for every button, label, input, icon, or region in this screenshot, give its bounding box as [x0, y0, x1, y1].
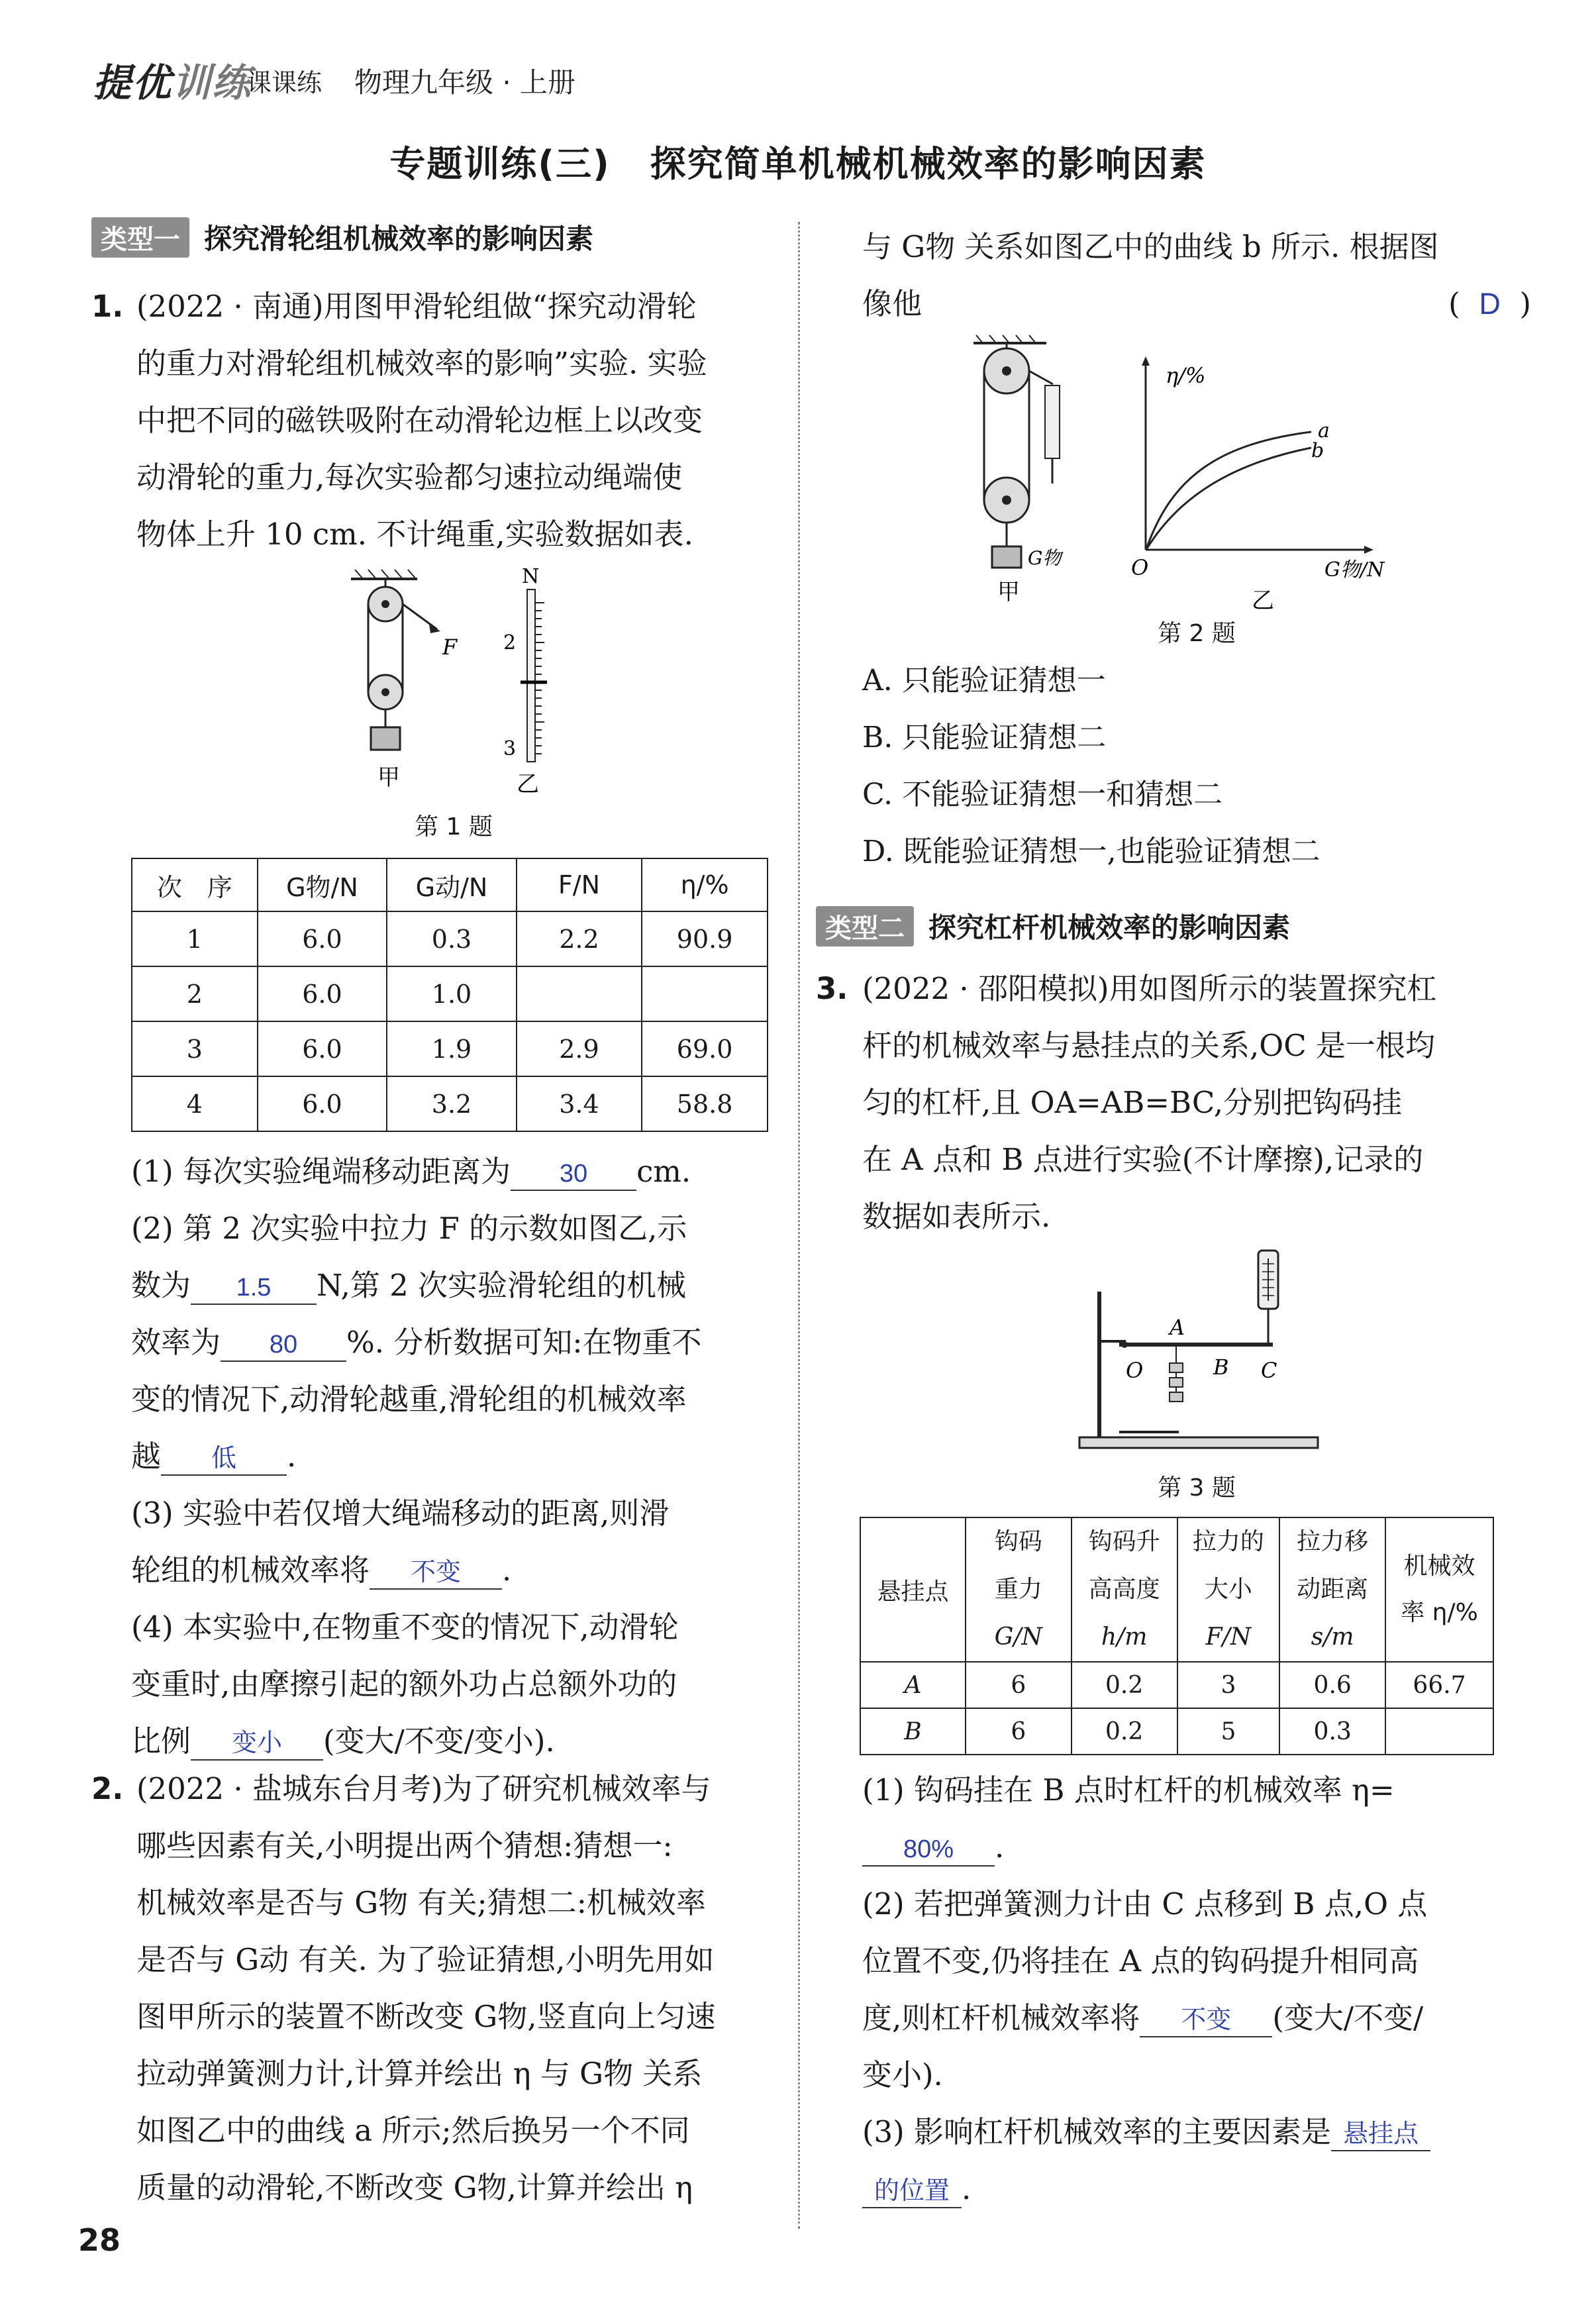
spring-scale: [1045, 385, 1060, 458]
q1-p2-text: (2) 第 2 次实验中拉力 F 的示数如图乙,示: [131, 1211, 687, 1246]
q3-td: 5: [1177, 1708, 1280, 1755]
curve-a: [1147, 432, 1311, 547]
type1-tag: 类型一: [91, 217, 189, 258]
q3-td: B: [860, 1708, 966, 1755]
q1-line: 动滑轮的重力,每次实验都匀速拉动绳端使: [136, 460, 683, 495]
q1-figure: [331, 563, 583, 808]
q2-cont-line: 像他: [862, 286, 923, 321]
label-yi: 乙: [517, 771, 539, 797]
hook-weight: [1170, 1378, 1183, 1387]
curve-a-label: a: [1318, 419, 1330, 442]
q3-p2-text: 变小).: [862, 2057, 943, 2092]
answer-blank: 30: [511, 1158, 636, 1191]
q3-p1-text: .: [995, 1829, 1005, 1865]
q1-line: (2022 · 南通)用图甲滑轮组做“探究动滑轮: [136, 289, 697, 324]
force-label: F: [442, 635, 458, 660]
curve-b-label: b: [1311, 439, 1324, 462]
q3-line: 数据如表所示.: [862, 1199, 1051, 1234]
q1-td: 6.0: [258, 911, 387, 966]
table-row: [132, 1021, 768, 1076]
q3-p2-text: 度,则杠杆机械效率将: [862, 2000, 1140, 2035]
type1-label: 探究滑轮组机械效率的影响因素: [204, 223, 594, 255]
q1-td: 4: [132, 1076, 258, 1131]
q1-td: 2.9: [517, 1021, 642, 1076]
series-name: 课课练: [246, 68, 323, 97]
q2-line: (2022 · 盐城东台月考)为了研究机械效率与: [136, 1771, 711, 1806]
option-b: B. 只能验证猜想二: [862, 721, 1107, 754]
q1-table: [131, 858, 768, 1132]
q3-line: 杆的机械效率与悬挂点的关系,OC 是一根均: [862, 1028, 1435, 1063]
q1-p3-text: .: [502, 1553, 512, 1588]
th-line: 大小: [1204, 1576, 1252, 1603]
q3-figure: [1066, 1245, 1331, 1464]
q2-caption: 第 2 题: [1158, 620, 1236, 647]
q1-p2-text: 数为: [131, 1268, 191, 1303]
paren-open: (: [1448, 286, 1460, 321]
q1-td: 6.0: [258, 1076, 387, 1131]
th-line: 率 η/%: [1401, 1599, 1478, 1626]
q1-p3-text: 轮组的机械效率将: [131, 1553, 370, 1588]
answer-blank: 的位置: [862, 2175, 962, 2208]
th-line: 机械效: [1403, 1553, 1475, 1580]
q2-line: 质量的动滑轮,不断改变 G物,计算并绘出 η: [136, 2170, 693, 2205]
q1-number: 1.: [91, 289, 124, 324]
q1-p2-text: N,第 2 次实验滑轮组的机械: [317, 1268, 687, 1303]
th-line: 拉力的: [1192, 1528, 1264, 1555]
q1-td: 3: [132, 1021, 258, 1076]
q2-continued: [862, 219, 1531, 333]
q1-p2-text: 效率为: [131, 1325, 221, 1360]
label-jia: 甲: [997, 579, 1020, 605]
th-line: 高高度: [1088, 1576, 1160, 1603]
th-unit: G/N: [994, 1623, 1043, 1651]
spring-scale: [527, 589, 535, 762]
title-topic: 探究简单机械机械效率的影响因素: [650, 143, 1207, 185]
q1-line: 的重力对滑轮组机械效率的影响”实验. 实验: [136, 346, 707, 381]
tick-2: 2: [503, 631, 517, 654]
q2-cont-line: 与 G物 关系如图乙中的曲线 b 所示. 根据图: [862, 229, 1439, 264]
q1-stem: [91, 278, 780, 563]
table-row: [132, 911, 768, 966]
q3-td: 0.3: [1279, 1708, 1385, 1755]
q3-p2-text: (变大/不变/: [1272, 2000, 1424, 2035]
q3-p2-text: (2) 若把弹簧测力计由 C 点移到 B 点,O 点: [862, 1886, 1428, 1921]
q3-td: 0.6: [1279, 1662, 1385, 1708]
type2-heading: [816, 906, 1290, 947]
q1-th: 次 序: [132, 858, 258, 911]
q1-subquestions: [131, 1143, 780, 1770]
q1-p2-text: 越: [131, 1439, 162, 1474]
q1-p1-text: (1) 每次实验绳端移动距离为: [131, 1154, 511, 1189]
origin-label: O: [1131, 555, 1149, 580]
q3-td: 6: [966, 1708, 1072, 1755]
q3-caption: 第 3 题: [1158, 1474, 1236, 1502]
q3-td: [1385, 1708, 1493, 1755]
q1-td: 69.0: [642, 1021, 768, 1076]
th-unit: h/m: [1101, 1623, 1148, 1651]
q1-p4-text: 比例: [131, 1723, 191, 1759]
th-unit: F/N: [1205, 1623, 1252, 1651]
q1-td: 1.0: [387, 966, 517, 1021]
point-a: A: [1170, 1315, 1185, 1340]
q1-td: 2.2: [517, 911, 642, 966]
x-axis-label: G物/N: [1324, 558, 1385, 582]
q3-td: 66.7: [1385, 1662, 1493, 1708]
th-line: 钩码: [994, 1528, 1042, 1555]
answer-blank: 80%: [862, 1833, 995, 1867]
th-line: 钩码升: [1088, 1528, 1160, 1555]
paren-close: ): [1519, 286, 1531, 321]
q3-number: 3.: [816, 971, 848, 1006]
q1-line: 中把不同的磁铁吸附在动滑轮边框上以改变: [136, 403, 703, 438]
q1-td: 3.4: [517, 1076, 642, 1131]
answer-blank: 不变: [1140, 2004, 1272, 2037]
q3-table: [860, 1517, 1494, 1755]
title-section: 专题训练(三): [389, 143, 611, 185]
th-line: 拉力移: [1297, 1528, 1369, 1555]
q1-p4-text: 变重时,由摩擦引起的额外功占总额外功的: [131, 1666, 677, 1702]
scale-unit: N: [522, 565, 540, 588]
th-unit: s/m: [1311, 1623, 1354, 1651]
q1-td: 6.0: [258, 1021, 387, 1076]
y-axis-label: η/%: [1166, 363, 1206, 388]
q1-td: 0.3: [387, 911, 517, 966]
q3-line: 在 A 点和 B 点进行实验(不计摩擦),记录的: [862, 1142, 1424, 1177]
q1-p2-text: .: [287, 1439, 297, 1474]
option-c: C. 不能验证猜想一和猜想二: [862, 778, 1223, 811]
q1-th: η/%: [642, 858, 768, 911]
answer-blank: 80: [221, 1329, 346, 1362]
hook-weight: [1170, 1363, 1183, 1372]
q3-p3-text: (3) 影响杠杆机械效率的主要因素是: [862, 2114, 1332, 2149]
q3-th: [966, 1517, 1072, 1662]
weight-block: [992, 546, 1021, 568]
answer-blank: 变小: [191, 1727, 323, 1761]
q3-td: 0.2: [1072, 1708, 1177, 1755]
q1-th: F/N: [517, 858, 642, 911]
q2-line: 如图乙中的曲线 a 所示;然后换另一个不同: [136, 2113, 690, 2148]
q1-td: 3.2: [387, 1076, 517, 1131]
tick-3: 3: [503, 737, 517, 760]
q2-line: 是否与 G动 有关. 为了验证猜想,小明先用如: [136, 1942, 715, 1977]
q1-td: 6.0: [258, 966, 387, 1021]
q2-number: 2.: [91, 1771, 124, 1806]
q1-td: [642, 966, 768, 1021]
option-a: A. 只能验证猜想一: [862, 664, 1106, 697]
q3-th: [1177, 1517, 1280, 1662]
q1-p4-text: (4) 本实验中,在物重不变的情况下,动滑轮: [131, 1610, 679, 1645]
page-number: 28: [78, 2222, 121, 2258]
page-title: [0, 136, 1596, 187]
weight-block: [371, 727, 400, 750]
q3-td: 0.2: [1072, 1662, 1177, 1708]
q2-answer-paren: [1448, 276, 1531, 333]
q3-line: (2022 · 邵阳模拟)用如图所示的装置探究杠: [862, 971, 1437, 1006]
type2-label: 探究杠杆机械效率的影响因素: [928, 911, 1291, 944]
table-row: [132, 966, 768, 1021]
point-b: B: [1213, 1355, 1229, 1380]
q1-td: [517, 966, 642, 1021]
q1-line: 物体上升 10 cm. 不计绳重,实验数据如表.: [136, 517, 693, 552]
q3-p3-text: .: [962, 2171, 972, 2206]
stand-base: [1079, 1437, 1318, 1448]
q2-line: 拉动弹簧测力计,计算并绘出 η 与 G物 关系: [136, 2056, 703, 2091]
q3-p1-text: (1) 钩码挂在 B 点时杠杆的机械效率 η=: [862, 1772, 1395, 1808]
label-jia: 甲: [377, 764, 400, 791]
ceiling: [351, 570, 417, 579]
type1-heading: [91, 217, 593, 258]
type2-tag: 类型二: [816, 906, 914, 947]
q3-line: 匀的杠杆,且 OA=AB=BC,分别把钩码挂: [862, 1085, 1403, 1120]
q1-td: 58.8: [642, 1076, 768, 1131]
hook-weight: [1170, 1392, 1183, 1402]
point-o: O: [1126, 1358, 1144, 1383]
brand-part1: 提优: [93, 60, 173, 105]
q3-th: [1279, 1517, 1385, 1662]
q3-td: 6: [966, 1662, 1072, 1708]
q2-stem: [91, 1761, 787, 2216]
q1-td: 2: [132, 966, 258, 1021]
q1-p3-text: (3) 实验中若仅增大绳端移动的距离,则滑: [131, 1496, 670, 1531]
g-label: G物: [1028, 547, 1062, 569]
point-c: C: [1261, 1358, 1277, 1383]
q3-th: [1072, 1517, 1177, 1662]
q3-td: 3: [1177, 1662, 1280, 1708]
answer-blank: 不变: [370, 1557, 502, 1590]
q1-td: 1: [132, 911, 258, 966]
q2-line: 图甲所示的装置不断改变 G物,竖直向上匀速: [136, 1999, 716, 2034]
brand-logo: [93, 52, 252, 107]
option-d: D. 既能验证猜想一,也能验证猜想二: [862, 835, 1321, 868]
answer-blank: 低: [161, 1443, 287, 1476]
column-divider: [798, 222, 800, 2229]
q3-subquestions: [862, 1762, 1531, 2218]
label-yi: 乙: [1252, 588, 1274, 614]
q2-line: 哪些因素有关,小明提出两个猜想:猜想一:: [136, 1828, 673, 1863]
answer-blank: 1.5: [191, 1272, 317, 1305]
q2-figure: [954, 331, 1417, 623]
q1-th: G动/N: [387, 858, 517, 911]
q1-td: 1.9: [387, 1021, 517, 1076]
q1-p2-text: 变的情况下,动滑轮越重,滑轮组的机械效率: [131, 1382, 687, 1417]
q3-th: [1385, 1517, 1493, 1662]
table-row: [132, 1076, 768, 1131]
q1-th: G物/N: [258, 858, 387, 911]
th-line: 动距离: [1297, 1576, 1369, 1603]
book-name: 物理九年级 · 上册: [354, 66, 576, 99]
q2-options: [862, 652, 1531, 880]
q2-answer: D: [1479, 287, 1501, 321]
q2-line: 机械效率是否与 G物 有关;猜想二:机械效率: [136, 1885, 706, 1920]
q3-stem: [816, 960, 1531, 1245]
table-row: [860, 1708, 1493, 1755]
table-row: [860, 1662, 1493, 1708]
q1-caption: 第 1 题: [415, 813, 493, 841]
q1-p4-text: (变大/不变/变小).: [323, 1723, 555, 1759]
brand-part2: 训练: [172, 60, 252, 105]
th-line: 重力: [994, 1576, 1042, 1603]
q1-td: 90.9: [642, 911, 768, 966]
q1-p2-text: %. 分析数据可知:在物重不: [346, 1325, 702, 1360]
q1-p1-unit: cm.: [636, 1154, 691, 1189]
q3-p2-text: 位置不变,仍将挂在 A 点的钩码提升相同高: [862, 1943, 1419, 1978]
q3-td: A: [860, 1662, 966, 1708]
answer-blank: 悬挂点: [1331, 2118, 1430, 2151]
q3-th: 悬挂点: [860, 1517, 966, 1662]
